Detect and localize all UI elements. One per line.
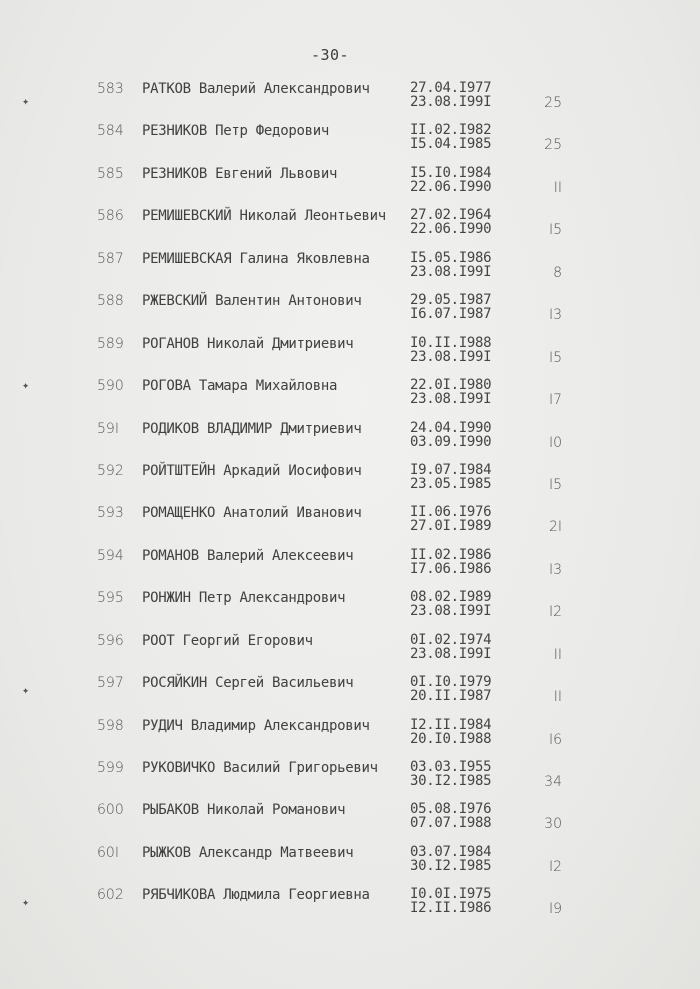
entry-number: 586 bbox=[97, 208, 124, 225]
start-date: 27.04.I977 bbox=[410, 80, 492, 96]
binding-hole-mark: ✦ bbox=[22, 378, 30, 392]
years-count: 8 bbox=[553, 264, 562, 281]
entry-list bbox=[0, 78, 700, 927]
end-date: 03.09.I990 bbox=[410, 433, 492, 450]
years-count: I5 bbox=[548, 222, 562, 239]
end-date: 22.06.I990 bbox=[410, 178, 492, 195]
person-name: РЕЗНИКОВ Евгений Львович bbox=[142, 165, 338, 182]
list-item bbox=[0, 587, 700, 629]
end-date: 30.I2.I985 bbox=[410, 857, 492, 874]
start-date: II.06.I976 bbox=[410, 504, 492, 521]
list-item bbox=[0, 884, 700, 926]
list-item bbox=[0, 545, 700, 587]
date-range bbox=[410, 251, 491, 279]
end-date: 07.07.I988 bbox=[410, 815, 492, 832]
years-count: II bbox=[553, 179, 562, 196]
start-date: I0.0I.I975 bbox=[410, 886, 492, 903]
entry-number: 592 bbox=[97, 462, 124, 479]
end-date: 22.06.I990 bbox=[410, 221, 492, 238]
person-name: РЕЗНИКОВ Петр Федорович bbox=[142, 123, 329, 140]
start-date: I0.II.I988 bbox=[410, 334, 492, 351]
list-item bbox=[0, 460, 700, 502]
date-range bbox=[410, 208, 491, 236]
start-date: I9.07.I984 bbox=[410, 461, 492, 478]
end-date: I7.06.I986 bbox=[410, 560, 492, 577]
entry-number: 60I bbox=[97, 844, 119, 861]
list-item bbox=[0, 672, 700, 714]
person-name: РОЙТШТЕЙН Аркадий Иосифович bbox=[142, 462, 362, 479]
date-range bbox=[410, 718, 491, 746]
entry-number: 602 bbox=[97, 887, 124, 904]
list-item bbox=[0, 630, 700, 672]
list-item bbox=[0, 799, 700, 841]
years-count: I2 bbox=[548, 858, 562, 875]
entry-number: 59I bbox=[97, 420, 119, 437]
start-date: 03.07.I984 bbox=[410, 843, 492, 860]
date-range bbox=[410, 675, 491, 703]
start-date: I2.II.I984 bbox=[410, 716, 492, 733]
end-date: I6.07.I987 bbox=[410, 306, 492, 323]
years-count: I7 bbox=[548, 392, 562, 409]
date-range bbox=[410, 505, 491, 533]
person-name: РОМАЩЕНКО Анатолий Иванович bbox=[142, 505, 362, 522]
person-name: РОГОВА Тамара Михайловна bbox=[142, 378, 338, 395]
person-name: РЖЕВСКИЙ Валентин Антонович bbox=[142, 293, 362, 310]
end-date: 23.08.I99I bbox=[410, 391, 492, 408]
person-name: РАТКОВ Валерий Александрович bbox=[142, 81, 370, 97]
start-date: 27.02.I964 bbox=[410, 207, 492, 224]
entry-number: 595 bbox=[97, 590, 124, 607]
date-range bbox=[410, 336, 491, 364]
end-date: 23.08.I99I bbox=[410, 263, 492, 280]
years-count: I3 bbox=[548, 307, 562, 324]
end-date: 23.08.I99I bbox=[410, 603, 492, 620]
entry-number: 597 bbox=[97, 675, 124, 692]
end-date: I5.04.I985 bbox=[410, 136, 492, 153]
years-count: I3 bbox=[548, 561, 562, 578]
person-name: РЕМИШЕВСКИЙ Николай Леонтьевич bbox=[142, 208, 386, 225]
end-date: I2.II.I986 bbox=[410, 900, 492, 917]
end-date: 23.08.I99I bbox=[410, 94, 492, 110]
date-range bbox=[410, 590, 491, 618]
date-range bbox=[410, 760, 491, 788]
date-range bbox=[410, 802, 491, 830]
entry-number: 596 bbox=[97, 632, 124, 649]
years-count: II bbox=[553, 646, 562, 663]
years-count: 25 bbox=[544, 95, 562, 111]
years-count: I9 bbox=[548, 901, 562, 918]
date-range bbox=[410, 463, 491, 491]
page-number: -30- bbox=[310, 46, 350, 64]
list-item bbox=[0, 333, 700, 375]
start-date: 05.08.I976 bbox=[410, 801, 492, 818]
list-item bbox=[0, 290, 700, 332]
person-name: РОСЯЙКИН Сергей Васильевич bbox=[142, 675, 354, 692]
entry-number: 589 bbox=[97, 335, 124, 352]
end-date: 23.08.I99I bbox=[410, 348, 492, 365]
list-item bbox=[0, 375, 700, 417]
list-item bbox=[0, 418, 700, 460]
end-date: 30.I2.I985 bbox=[410, 773, 492, 789]
entry-number: 587 bbox=[97, 250, 124, 267]
person-name: РЕМИШЕВСКАЯ Галина Яковлевна bbox=[142, 250, 370, 267]
date-range bbox=[410, 81, 491, 109]
start-date: 0I.I0.I979 bbox=[410, 674, 492, 691]
start-date: 03.03.I955 bbox=[410, 759, 492, 775]
start-date: I5.I0.I984 bbox=[410, 164, 492, 181]
entry-number: 583 bbox=[97, 81, 124, 97]
person-name: РЫЖКОВ Александр Матвеевич bbox=[142, 844, 354, 861]
years-count: I5 bbox=[548, 476, 562, 493]
list-item bbox=[0, 842, 700, 884]
start-date: 24.04.I990 bbox=[410, 419, 492, 436]
person-name: РОГАНОВ Николай Дмитриевич bbox=[142, 335, 354, 352]
entry-number: 593 bbox=[97, 505, 124, 522]
years-count: I6 bbox=[548, 731, 562, 748]
entry-number: 584 bbox=[97, 123, 124, 140]
date-range bbox=[410, 293, 491, 321]
list-item bbox=[0, 78, 700, 120]
list-item bbox=[0, 502, 700, 544]
person-name: РОМАНОВ Валерий Алексеевич bbox=[142, 547, 354, 564]
list-item bbox=[0, 120, 700, 162]
entry-number: 600 bbox=[97, 802, 124, 819]
end-date: 20.II.I987 bbox=[410, 688, 492, 705]
years-count: 34 bbox=[544, 774, 562, 790]
years-count: 30 bbox=[544, 816, 562, 833]
list-item bbox=[0, 757, 700, 799]
date-range bbox=[410, 123, 491, 151]
start-date: 08.02.I989 bbox=[410, 589, 492, 606]
years-count: 25 bbox=[544, 137, 562, 154]
date-range bbox=[410, 548, 491, 576]
end-date: 20.I0.I988 bbox=[410, 730, 492, 747]
list-item bbox=[0, 205, 700, 247]
end-date: 23.05.I985 bbox=[410, 475, 492, 492]
years-count: 2I bbox=[548, 519, 562, 536]
binding-hole-mark: ✦ bbox=[22, 895, 30, 909]
start-date: I5.05.I986 bbox=[410, 249, 492, 266]
list-item bbox=[0, 715, 700, 757]
years-count: II bbox=[553, 689, 562, 706]
person-name: РУДИЧ Владимир Александрович bbox=[142, 717, 370, 734]
years-count: I5 bbox=[548, 349, 562, 366]
date-range bbox=[410, 166, 491, 194]
start-date: 0I.02.I974 bbox=[410, 631, 492, 648]
start-date: II.02.I986 bbox=[410, 546, 492, 563]
person-name: РООТ Георгий Егорович bbox=[142, 632, 313, 649]
date-range bbox=[410, 633, 491, 661]
end-date: 23.08.I99I bbox=[410, 645, 492, 662]
date-range bbox=[410, 421, 491, 449]
date-range bbox=[410, 845, 491, 873]
start-date: II.02.I982 bbox=[410, 122, 492, 139]
person-name: РУКОВИЧКО Василий Григорьевич bbox=[142, 760, 378, 776]
entry-number: 588 bbox=[97, 293, 124, 310]
entry-number: 598 bbox=[97, 717, 124, 734]
binding-hole-mark: ✦ bbox=[22, 683, 30, 697]
entry-number: 599 bbox=[97, 760, 124, 776]
years-count: I2 bbox=[548, 604, 562, 621]
person-name: РОНЖИН Петр Александрович bbox=[142, 590, 346, 607]
entry-number: 585 bbox=[97, 165, 124, 182]
date-range bbox=[410, 378, 491, 406]
person-name: РОДИКОВ ВЛАДИМИР Дмитриевич bbox=[142, 420, 362, 437]
entry-number: 590 bbox=[97, 378, 124, 395]
binding-hole-mark: ✦ bbox=[22, 94, 30, 108]
years-count: I0 bbox=[548, 434, 562, 451]
start-date: 29.05.I987 bbox=[410, 292, 492, 309]
person-name: РЫБАКОВ Николай Романович bbox=[142, 802, 346, 819]
list-item bbox=[0, 163, 700, 205]
person-name: РЯБЧИКОВА Людмила Георгиевна bbox=[142, 887, 370, 904]
entry-number: 594 bbox=[97, 547, 124, 564]
date-range bbox=[410, 887, 491, 915]
end-date: 27.0I.I989 bbox=[410, 518, 492, 535]
list-item bbox=[0, 248, 700, 290]
start-date: 22.0I.I980 bbox=[410, 377, 492, 394]
